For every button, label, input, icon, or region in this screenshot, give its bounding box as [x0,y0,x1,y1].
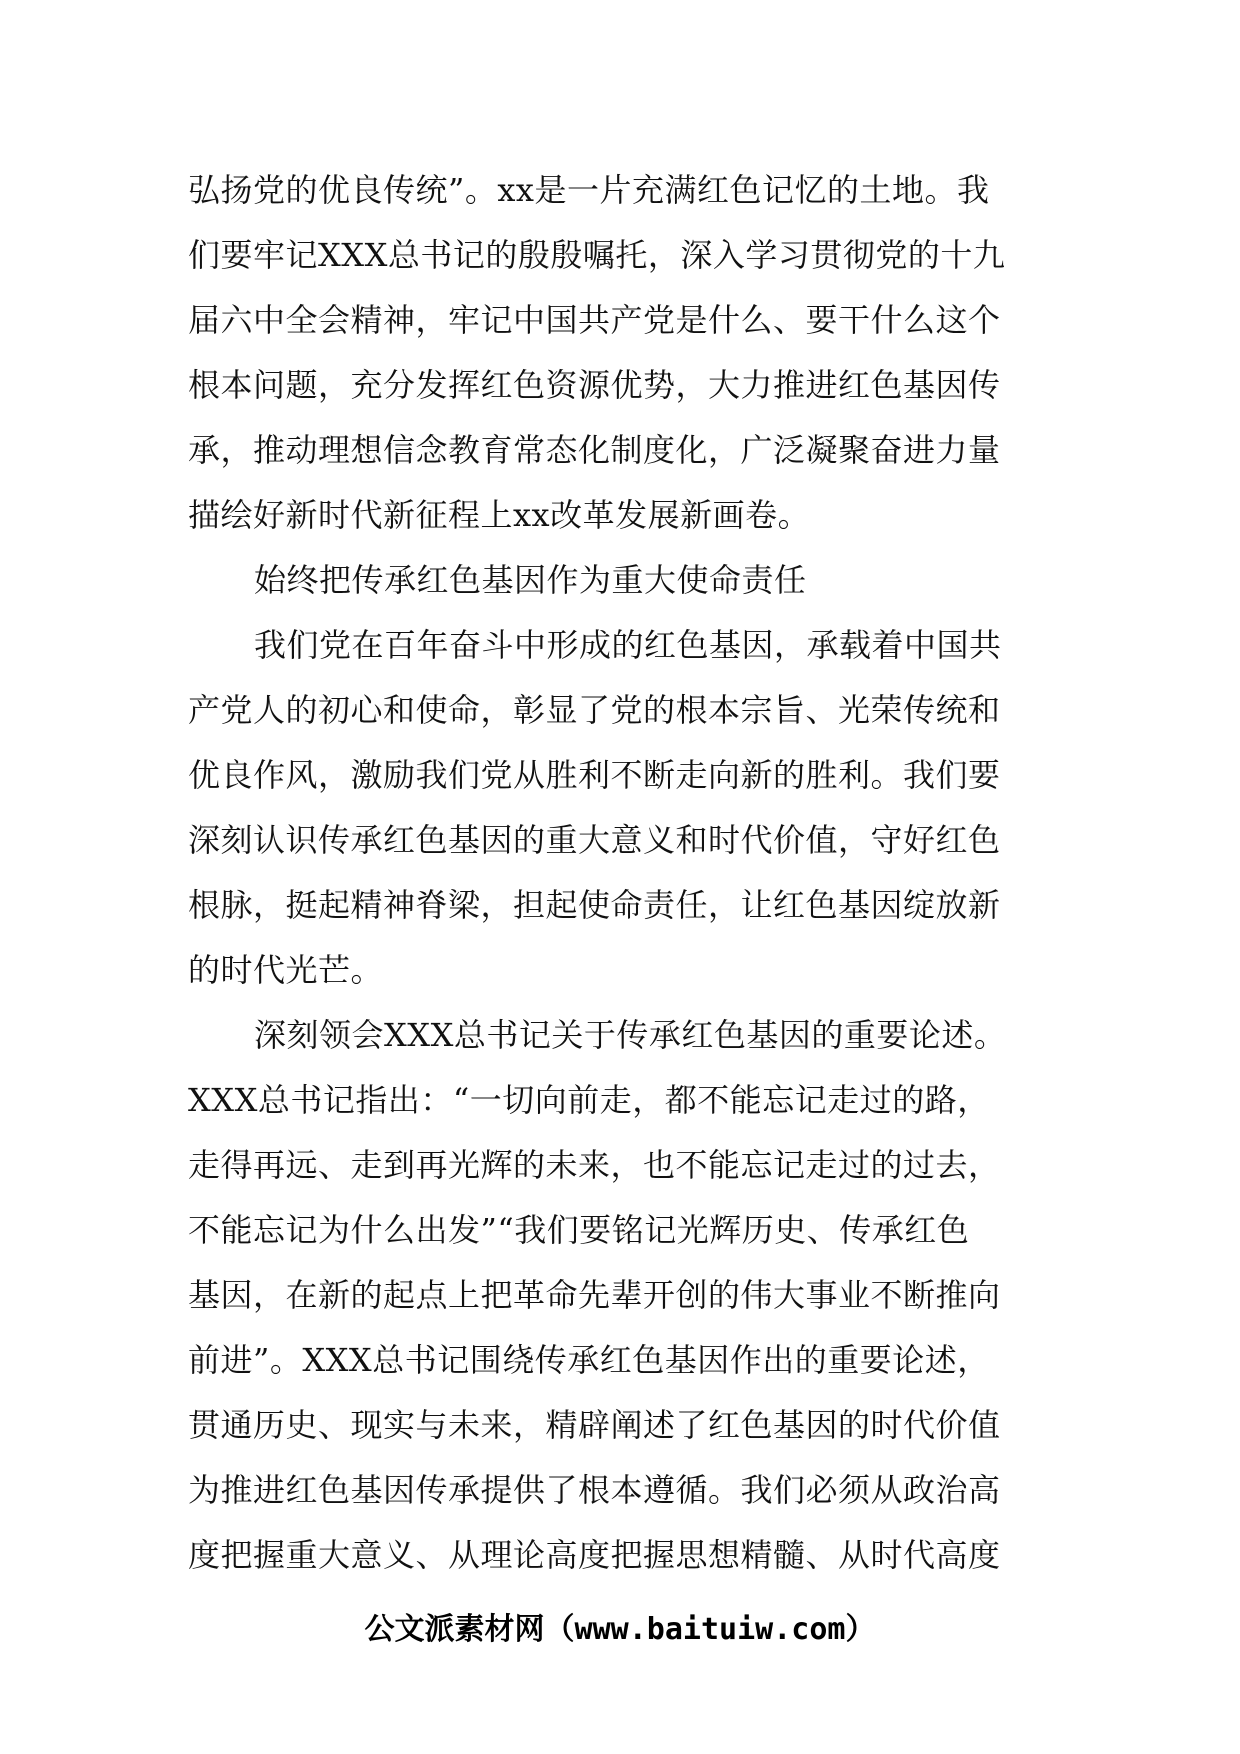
text-line: 我们党在百年奋斗中形成的红色基因，承载着中国共 [254,626,1002,664]
text-line: 承，推动理想信念教育常态化制度化，广泛凝聚奋进力量 [188,431,1001,469]
document-body [188,158,1068,1588]
text-line: 弘扬党的优良传统”。xx是一片充满红色记忆的土地。我 [188,171,990,209]
text-line: 深刻认识传承红色基因的重大意义和时代价值，守好红色 [188,821,1001,859]
text-line: 届六中全会精神，牢记中国共产党是什么、要干什么这个 [188,301,1001,339]
footer-watermark: 公文派素材网（www.baituiw.com） [364,1612,876,1647]
text-line: 前进”。XXX总书记围绕传承红色基因作出的重要论述， [188,1341,990,1379]
text-line: 优良作风，激励我们党从胜利不断走向新的胜利。我们要 [188,756,1001,794]
text-line: 基因，在新的起点上把革命先辈开创的伟大事业不断推向 [188,1276,1001,1314]
text-line: 始终把传承红色基因作为重大使命责任 [254,561,807,599]
text-line: 为推进红色基因传承提供了根本遵循。我们必须从政治高 [188,1471,1001,1509]
text-line: 度把握重大意义、从理论高度把握思想精髓、从时代高度 [188,1536,1001,1574]
text-line: 贯通历史、现实与未来，精辟阐述了红色基因的时代价值 [188,1406,1001,1444]
text-line: XXX总书记指出：“一切向前走，都不能忘记走过的路， [188,1081,990,1119]
text-line: 深刻领会XXX总书记关于传承红色基因的重要论述。 [254,1016,1007,1054]
text-line: 根脉，挺起精神脊梁，担起使命责任，让红色基因绽放新 [188,886,1001,924]
text-line: 根本问题，充分发挥红色资源优势，大力推进红色基因传 [188,366,1001,404]
text-line: 不能忘记为什么出发”“我们要铭记光辉历史、传承红色 [188,1211,970,1249]
text-line: 的时代光芒。 [188,951,384,989]
text-line: 们要牢记XXX总书记的殷殷嘱托，深入学习贯彻党的十九 [188,236,1006,274]
text-line: 描绘好新时代新征程上xx改革发展新画卷。 [188,496,811,534]
text-line: 走得再远、走到再光辉的未来，也不能忘记走过的过去， [188,1146,1001,1184]
text-line: 产党人的初心和使命，彰显了党的根本宗旨、光荣传统和 [188,691,1001,729]
